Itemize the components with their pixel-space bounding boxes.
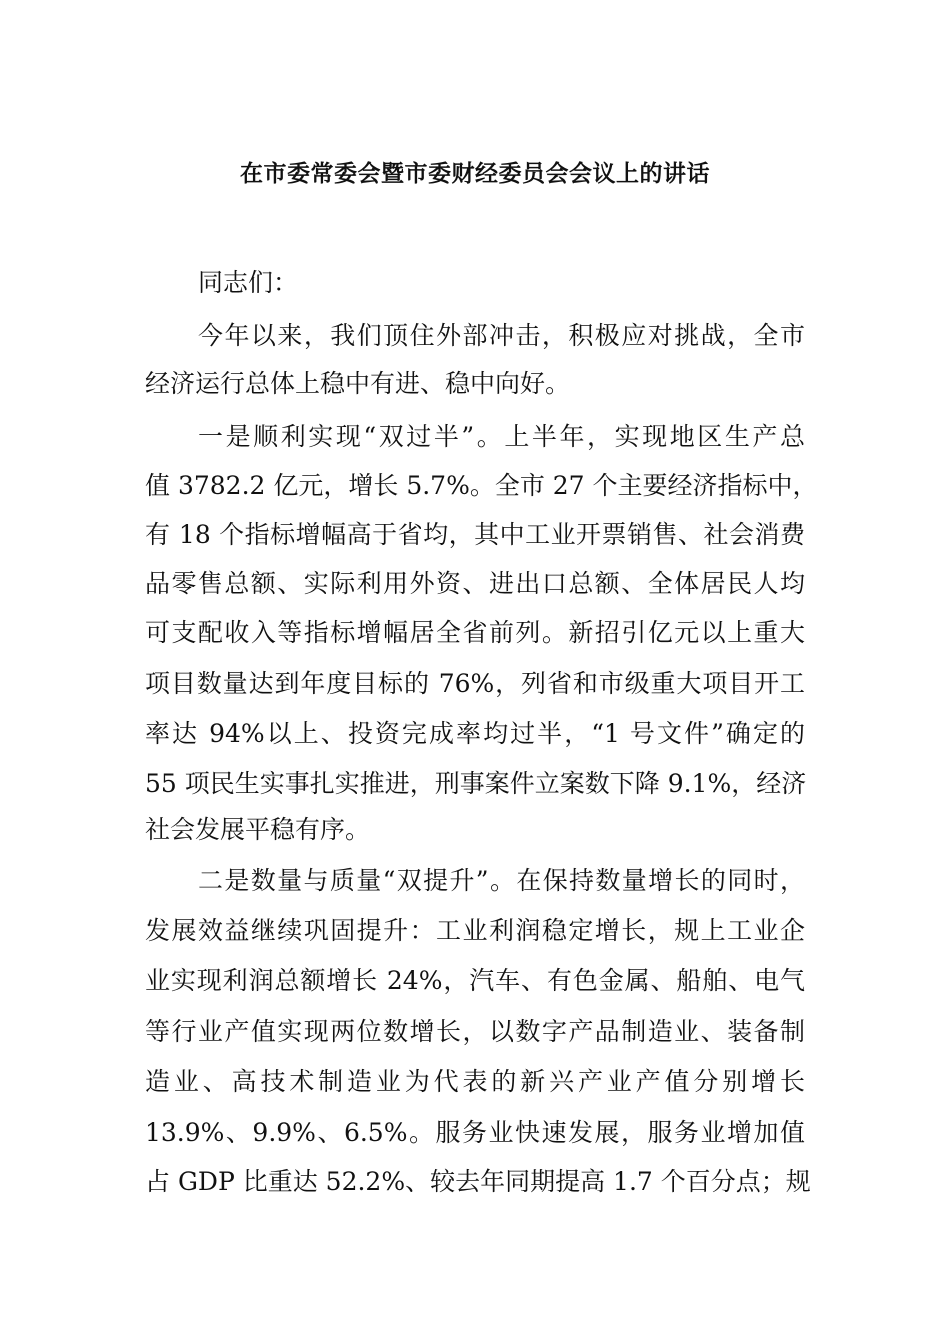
paragraph-line: 造业、高技术制造业为代表的新兴产业产值分别增长 xyxy=(145,1067,805,1096)
paragraph-line: 等行业产值实现两位数增长，以数字产品制造业、装备制 xyxy=(145,1017,805,1046)
paragraph-line: 55 项民生实事扎实推进，刑事案件立案数下降 9.1%，经济 xyxy=(145,769,807,798)
paragraph-line: 发展效益继续巩固提升：工业利润稳定增长，规上工业企 xyxy=(145,916,805,945)
paragraph-line: 有 18 个指标增幅高于省均，其中工业开票销售、社会消费 xyxy=(145,520,805,549)
paragraph-line: 社会发展平稳有序。 xyxy=(145,815,371,844)
paragraph-line: 今年以来，我们顶住外部冲击，积极应对挑战，全市 xyxy=(198,321,805,350)
paragraph-line: 可支配收入等指标增幅居全省前列。新招引亿元以上重大 xyxy=(145,618,805,647)
paragraph-line: 率达 94%以上、投资完成率均过半，“1 号文件”确定的 xyxy=(145,719,805,748)
paragraph-line: 项目数量达到年度目标的 76%，列省和市级重大项目开工 xyxy=(145,669,805,698)
paragraph-line: 13.9%、9.9%、6.5%。服务业快速发展，服务业增加值 xyxy=(145,1118,805,1147)
paragraph-line: 经济运行总体上稳中有进、稳中向好。 xyxy=(145,369,571,398)
paragraph-line: 占 GDP 比重达 52.2%、较去年同期提高 1.7 个百分点；规 xyxy=(145,1167,811,1196)
paragraph-line: 业实现利润总额增长 24%，汽车、有色金属、船舶、电气 xyxy=(145,966,805,995)
paragraph-line: 一是顺利实现“双过半”。上半年，实现地区生产总 xyxy=(198,422,805,451)
document-title: 在市委常委会暨市委财经委员会会议上的讲话 xyxy=(240,160,710,187)
paragraph-line: 二是数量与质量“双提升”。在保持数量增长的同时， xyxy=(198,866,805,895)
paragraph-line: 值 3782.2 亿元，增长 5.7%。全市 27 个主要经济指标中， xyxy=(145,471,818,500)
salutation: 同志们： xyxy=(198,268,299,297)
paragraph-line: 品零售总额、实际利用外资、进出口总额、全体居民人均 xyxy=(145,569,805,598)
